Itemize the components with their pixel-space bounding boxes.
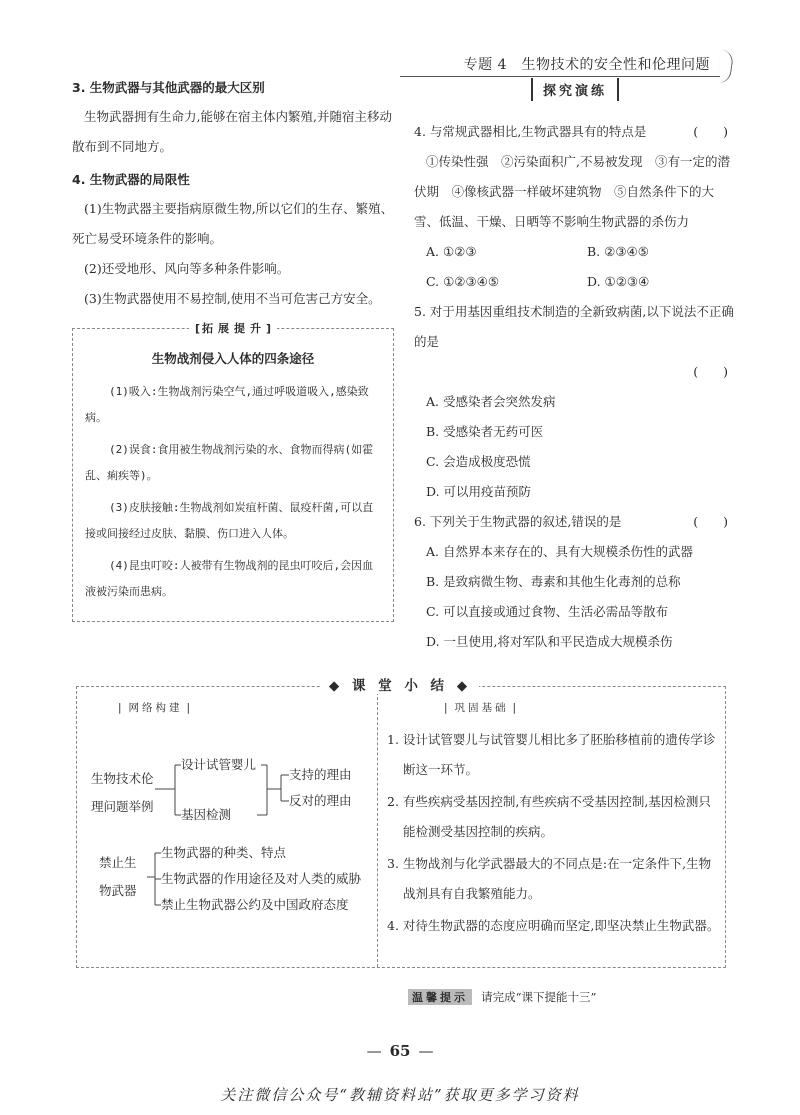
net-root-2-line2: 物武器 xyxy=(99,883,137,898)
question-5-blank-row xyxy=(414,357,736,387)
expansion-item-4: (4)昆虫叮咬:人被带有生物战剂的昆虫叮咬后,会因血液被污染而患病。 xyxy=(85,559,374,598)
q6-option-a[interactable]: A. 自然界本来存在的、具有大规模杀伤性的武器 xyxy=(426,544,693,559)
consolidate-panel xyxy=(387,725,721,943)
q5-option-a[interactable]: A. 受感染者会突然发病 xyxy=(426,394,556,409)
net-root-2-line1: 禁止生 xyxy=(99,855,137,870)
question-5 xyxy=(414,297,736,357)
net-reason-oppose: 反对的理由 xyxy=(289,793,352,808)
warm-tip-text: 请完成“课下提能十三” xyxy=(481,990,597,1004)
q5-option-b[interactable]: B. 受感染者无药可医 xyxy=(426,424,544,439)
net-child-threat: 生物武器的作用途径及对人类的威胁 xyxy=(161,871,362,886)
header-rule xyxy=(400,76,720,77)
net-reason-support: 支持的理由 xyxy=(289,767,352,782)
net-child-convention: 禁止生物武器公约及中国政府态度 xyxy=(161,897,349,912)
header-title: 专题 4 生物技术的安全性和伦理问题 xyxy=(463,57,710,73)
net-child-types: 生物武器的种类、特点 xyxy=(161,845,287,860)
q6-option-d[interactable]: D. 一旦使用,将对军队和平民造成大规模杀伤 xyxy=(426,634,673,649)
expansion-item-2: (2)误食:食用被生物战剂污染的水、食物而得病(如霍乱、痢疾等)。 xyxy=(85,443,374,482)
summary-title-text: ◆ 课 堂 小 结 ◆ xyxy=(321,678,479,694)
q5-option-d[interactable]: D. 可以用疫苗预防 xyxy=(426,484,532,499)
practice-badge-label: 探究演练 xyxy=(531,78,619,101)
section-heading-4: 4. 生物武器的局限性 xyxy=(72,172,190,187)
answer-blank-6[interactable]: ( ) xyxy=(693,514,728,529)
question-4-statements: ①传染性强 ②污染面积广,不易被发现 ③有一定的潜伏期 ④像核武器一样破坏建筑物 ⑤自然条件下的大雪、低温、干燥、日晒等不影响生物武器的杀伤力 xyxy=(414,154,730,229)
net-branch-ivf-design: 设计试管婴儿 xyxy=(181,757,257,772)
consolidate-item-2: 2. 有些疾病受基因控制,有些疾病不受基因控制,基因检测只能检测受基因控制的疾病。 xyxy=(387,794,711,839)
question-6 xyxy=(414,507,736,537)
practice-badge xyxy=(414,78,736,101)
q4-option-a[interactable]: A. ①②③ xyxy=(426,244,477,259)
question-5-stem: 5. 对于用基因重组技术制造的全新致病菌,以下说法不正确的是 xyxy=(414,304,734,349)
q4-option-d[interactable]: D. ①②③④ xyxy=(587,274,650,289)
q4-option-b[interactable]: B. ②③④⑤ xyxy=(587,244,649,259)
question-4 xyxy=(414,117,736,147)
expansion-title: 生物战剂侵入人体的四条途径 xyxy=(151,351,315,366)
answer-blank-4[interactable]: ( ) xyxy=(693,124,728,139)
question-6-stem: 6. 下列关于生物武器的叙述,错误的是 xyxy=(414,514,622,529)
net-root-1-line1: 生物技术伦 xyxy=(91,771,154,786)
q6-option-c[interactable]: C. 可以直接或通过食物、生活必需品等散布 xyxy=(426,604,669,619)
concept-network xyxy=(77,687,377,967)
footer-watermark-text: 关注微信公众号“教辅资料站”获取更多学习资料 xyxy=(220,1086,580,1104)
section-4-item-1: (1)生物武器主要指病原微生物,所以它们的生存、繁殖、死亡易受环境条件的影响。 xyxy=(72,201,394,246)
expansion-tab-label: [ 拓展提升 ] xyxy=(189,320,277,336)
section-4-item-2: (2)还受地形、风向等多种条件影响。 xyxy=(84,261,290,276)
consolidate-panel-tag: | 巩固基础 | xyxy=(444,700,519,715)
network-panel-tag: | 网络构建 | xyxy=(118,700,193,715)
q4-option-c[interactable]: C. ①②③④⑤ xyxy=(426,274,500,289)
q6-option-b[interactable]: B. 是致病微生物、毒素和其他生化毒剂的总称 xyxy=(426,574,681,589)
question-4-stem: 4. 与常规武器相比,生物武器具有的特点是 xyxy=(414,124,647,139)
consolidate-item-4: 4. 对待生物武器的态度应明确而坚定,即坚决禁止生物武器。 xyxy=(387,918,720,933)
warm-tip xyxy=(408,986,638,1004)
expansion-item-1: (1)吸入:生物战剂污染空气,通过呼吸道吸入,感染致病。 xyxy=(85,385,369,424)
net-root-1-line2: 理问题举例 xyxy=(91,799,154,814)
section-heading-3: 3. 生物武器与其他武器的最大区别 xyxy=(72,80,265,95)
left-column xyxy=(72,78,394,622)
q5-option-c[interactable]: C. 会造成极度恐慌 xyxy=(426,454,531,469)
net-branch-gene-test: 基因检测 xyxy=(181,807,232,822)
summary-title xyxy=(0,674,800,694)
section-3-text: 生物武器拥有生命力,能够在宿主体内繁殖,并随宿主移动散布到不同地方。 xyxy=(72,109,392,154)
question-4-options xyxy=(414,237,736,297)
summary-panel-divider xyxy=(377,687,378,967)
consolidate-item-3: 3. 生物战剂与化学武器最大的不同点是:在一定条件下,生物战剂具有自我繁殖能力。 xyxy=(387,856,712,901)
answer-blank-5[interactable]: ( ) xyxy=(693,364,728,379)
section-4-item-3: (3)生物武器使用不易控制,使用不当可危害己方安全。 xyxy=(84,291,381,306)
class-summary-box xyxy=(76,686,726,968)
page-number: — 65 — xyxy=(0,1042,800,1060)
right-column xyxy=(414,78,736,657)
expansion-item-3: (3)皮肤接触:生物战剂如炭疽杆菌、鼠疫杆菌,可以直接或间接经过皮肤、黏膜、伤口进入人体。 xyxy=(85,501,374,540)
expansion-box xyxy=(72,322,394,622)
warm-tip-label: 温馨提示 xyxy=(408,989,472,1005)
consolidate-item-1: 1. 设计试管婴儿与试管婴儿相比多了胚胎移植前的遗传学诊断这一环节。 xyxy=(387,732,716,777)
